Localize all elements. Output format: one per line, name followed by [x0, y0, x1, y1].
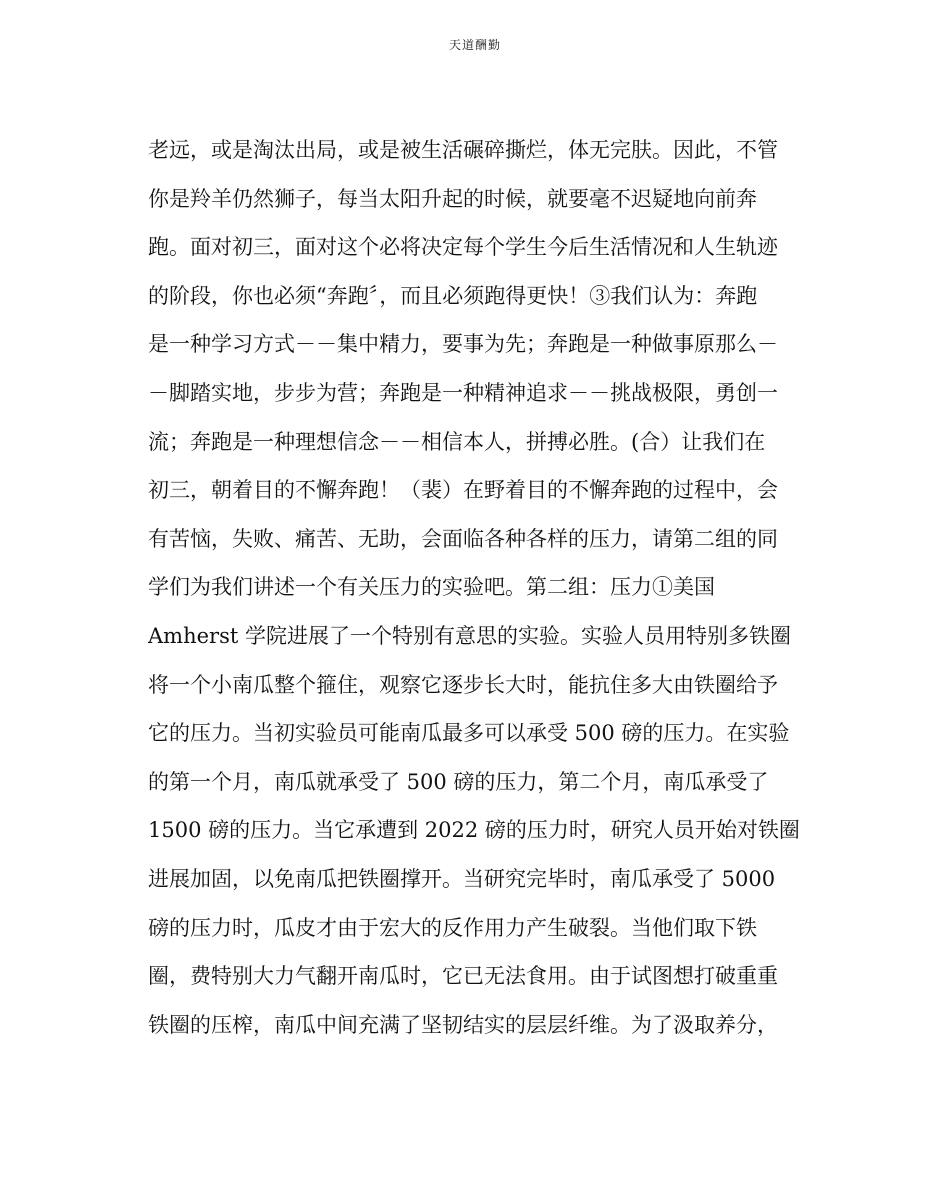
- text-line: 1500 磅的压力。当它承遭到 2022 磅的压力时，研究人员开始对铁圈: [148, 818, 800, 843]
- body-text: [148, 126, 808, 1049]
- text-line: 铁圈的压榨，南瓜中间充满了坚韧结实的层层纤维。为了汲取养分，: [148, 1012, 778, 1037]
- text-line: 磅的压力时，瓜皮才由于宏大的反作用力产生破裂。当他们取下铁: [148, 915, 757, 940]
- text-line: 进展加固，以免南瓜把铁圈撑开。当研究完毕时，南瓜承受了 5000: [148, 866, 776, 891]
- text-line: 老远，或是淘汰出局，或是被生活碾碎撕烂，体无完肤。因此，不管: [148, 138, 778, 162]
- text-line: 流；奔跑是一种理想信念－－相信本人，拼搏必胜。(合）让我们在: [148, 429, 766, 454]
- page-header: 天道酬勤: [448, 38, 501, 52]
- text-line: 学们为我们讲述一个有关压力的实验吧。第二组：压力①美国: [148, 575, 715, 600]
- text-line: 圈，费特别大力气翻开南瓜时，它已无法食用。由于试图想打破重重: [148, 964, 778, 989]
- text-line: －脚踏实地，步步为营；奔跑是一种精神追求－－挑战极限，勇创一: [148, 380, 778, 405]
- text-line: 初三，朝着目的不懈奔跑！（裴）在野着目的不懈奔跑的过程中，会: [148, 478, 778, 503]
- text-line: 的阶段，你也必须“奔跑〞，而且必须跑得更快！③我们认为：奔跑: [148, 283, 758, 308]
- text-line: 将一个小南瓜整个箍住，观察它逐步长大时，能抗住多大由铁圈给予: [148, 672, 778, 697]
- text-line: 它的压力。当初实验员可能南瓜最多可以承受 500 磅的压力。在实验: [148, 721, 790, 746]
- text-line: 的第一个月，南瓜就承受了 500 磅的压力，第二个月，南瓜承受了: [148, 769, 769, 794]
- text-line: 你是羚羊仍然狮子，每当太阳升起的时候，就要毫不迟疑地向前奔: [148, 186, 757, 211]
- text-line: 跑。面对初三，面对这个必将决定每个学生今后生活情况和人生轨迹: [148, 235, 778, 260]
- text-line: 是一种学习方式－－集中精力，要事为先；奔跑是一种做事原那么－: [148, 332, 778, 357]
- text-line: Amherst 学院进展了一个特别有意思的实验。实验人员用特别多铁圈: [148, 623, 791, 648]
- text-line: 有苦恼，失败、痛苦、无助，会面临各种各样的压力，请第二组的同: [148, 526, 778, 551]
